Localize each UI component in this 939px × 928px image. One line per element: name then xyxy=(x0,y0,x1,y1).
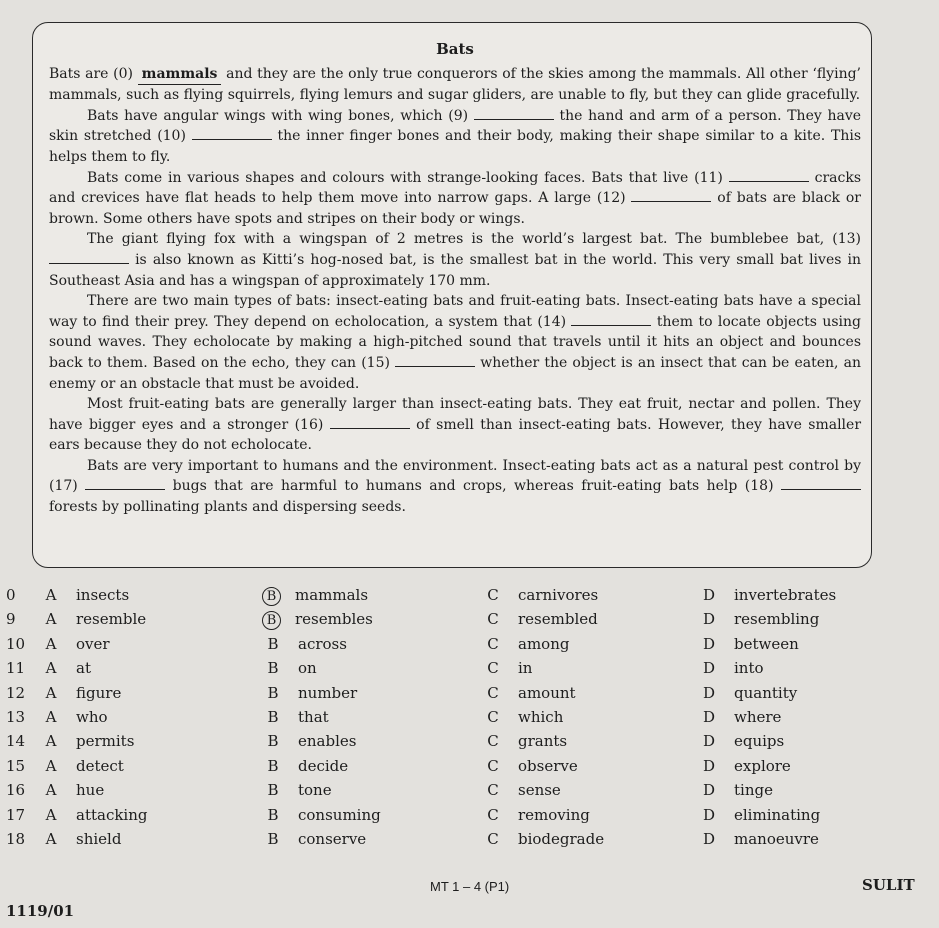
option-c[interactable] xyxy=(482,586,598,604)
option-d[interactable] xyxy=(698,757,791,775)
option-text: amount xyxy=(518,683,576,702)
option-letter: C xyxy=(487,634,499,653)
blank-10[interactable] xyxy=(192,127,272,140)
option-c[interactable] xyxy=(482,757,578,775)
option-letter: D xyxy=(702,781,716,800)
option-text: attacking xyxy=(76,805,148,824)
option-text: permits xyxy=(76,732,135,751)
option-letter: B xyxy=(267,830,279,848)
option-text: detect xyxy=(76,756,124,775)
option-letter: A xyxy=(45,708,57,726)
option-row xyxy=(0,684,939,706)
option-row xyxy=(0,732,939,754)
text-segment: bugs that are harmful to humans and crops, whereas fruit-eating bats help (18) xyxy=(165,478,774,495)
text-segment: Most fruit-eating bats are generally larger than insect-eating bats. They eat fruit, nectar and pollen. They have bigger eyes and a stronger (16) xyxy=(49,396,861,433)
option-text: that xyxy=(298,708,329,726)
option-letter: C xyxy=(487,732,499,751)
option-letter: D xyxy=(702,708,716,726)
option-text: resemble xyxy=(76,610,147,629)
option-row xyxy=(0,781,939,803)
option-text: grants xyxy=(518,732,568,751)
option-c[interactable] xyxy=(482,806,590,824)
text-segment: Bats are (0) xyxy=(49,65,133,82)
blank-18[interactable] xyxy=(781,477,861,490)
text-segment: and they are the only true conquerors of the skies among the mammals. All other ‘flying’ mammals, such as flying squirrels, flying lemurs and sugar gliders, are unable to fly, but they can glide gracefully. xyxy=(49,65,861,104)
option-c[interactable] xyxy=(482,830,604,848)
option-row xyxy=(0,708,939,730)
question-number: 13 xyxy=(6,708,26,726)
option-row xyxy=(0,610,939,632)
option-letter: A xyxy=(45,659,57,678)
option-b[interactable] xyxy=(262,830,366,848)
option-d[interactable] xyxy=(698,732,784,750)
option-text: between xyxy=(734,634,799,653)
option-letter: A xyxy=(45,756,57,775)
option-letter: A xyxy=(45,634,57,653)
option-text: enables xyxy=(298,732,357,751)
option-d[interactable] xyxy=(698,610,819,628)
text-segment: Bats have angular wings with wing bones, which (9) xyxy=(87,107,469,124)
option-row xyxy=(0,635,939,657)
option-letter: A xyxy=(45,610,57,629)
option-text: conserve xyxy=(298,830,367,848)
paragraph-1 xyxy=(49,64,861,106)
blank-13[interactable] xyxy=(49,251,129,264)
option-a[interactable] xyxy=(40,610,146,628)
option-d[interactable] xyxy=(698,806,820,824)
paragraph-3 xyxy=(49,168,861,230)
option-a[interactable] xyxy=(40,635,110,653)
option-letter: B xyxy=(267,659,279,678)
sulit-label: SULIT xyxy=(862,876,915,894)
option-letter: B xyxy=(267,634,279,653)
question-number: 11 xyxy=(6,659,26,678)
option-letter: C xyxy=(487,708,499,726)
option-letter: C xyxy=(487,830,499,848)
text-segment: forests by pollinating plants and dispersing seeds. xyxy=(49,499,406,516)
option-c[interactable] xyxy=(482,635,569,653)
option-a[interactable] xyxy=(40,586,129,604)
circled-option-letter: B xyxy=(262,611,281,630)
option-letter: C xyxy=(487,610,499,629)
option-row xyxy=(0,806,939,828)
option-letter: D xyxy=(702,659,716,678)
option-letter: D xyxy=(702,805,716,824)
option-letter: B xyxy=(267,732,279,751)
option-text: carnivores xyxy=(518,586,599,604)
option-letter: D xyxy=(702,732,716,751)
option-text: manoeuvre xyxy=(734,830,819,848)
option-letter: C xyxy=(487,586,499,604)
option-text: where xyxy=(734,708,782,726)
text-segment: the hand and arm of a person. They have skin stretched (10) xyxy=(49,107,862,145)
option-text: which xyxy=(518,708,564,726)
option-a[interactable] xyxy=(40,781,104,799)
option-b[interactable] xyxy=(262,806,381,824)
option-text: tinge xyxy=(734,781,773,800)
option-letter: A xyxy=(45,683,57,702)
option-text: tone xyxy=(298,781,332,800)
option-row xyxy=(0,659,939,681)
option-b[interactable] xyxy=(262,757,348,775)
option-d[interactable] xyxy=(698,684,797,702)
blank-14[interactable] xyxy=(571,313,651,326)
option-letter: B xyxy=(267,781,279,800)
option-c[interactable] xyxy=(482,610,598,628)
option-c[interactable] xyxy=(482,732,567,750)
option-text: figure xyxy=(76,683,122,702)
paragraph-6 xyxy=(49,394,861,456)
option-b[interactable] xyxy=(262,610,373,630)
option-d[interactable] xyxy=(698,586,836,604)
blank-15[interactable] xyxy=(395,354,475,367)
option-d[interactable] xyxy=(698,830,819,848)
option-letter: C xyxy=(487,659,499,678)
text-segment: of smell than insect-eating bats. However, they have smaller ears because they do not echolocate. xyxy=(49,416,862,454)
option-letter: D xyxy=(702,830,716,848)
text-segment: Bats are very important to humans and the environment. Insect-eating bats act as a natural pest control by (17) xyxy=(49,457,861,495)
text-segment: is also known as Kitti’s hog-nosed bat, is the smallest bat in the world. This very small bat lives in Southeast Asia and has a wingspan of approximately 170 mm. xyxy=(49,251,861,289)
option-a[interactable] xyxy=(40,732,134,750)
question-number: 12 xyxy=(6,683,26,702)
question-number: 16 xyxy=(6,781,26,800)
option-text: decide xyxy=(298,756,349,775)
question-number: 14 xyxy=(6,732,26,751)
option-c[interactable] xyxy=(482,659,532,677)
option-letter: B xyxy=(267,683,279,702)
option-b[interactable] xyxy=(262,781,332,799)
option-letter: A xyxy=(45,781,57,800)
option-b[interactable] xyxy=(262,708,329,726)
text-segment: The giant flying fox with a wingspan of 2 metres is the world’s largest bat. The bumblebee bat, (13) xyxy=(87,231,861,248)
option-text: across xyxy=(298,634,347,653)
blank-12[interactable] xyxy=(631,189,711,202)
paper-id: 1119/01 xyxy=(6,902,75,920)
page-code: MT 1 – 4 (P1) xyxy=(430,879,510,894)
text-segment: whether the object is an insect that can be eaten, an enemy or an obstacle that must be avoided. xyxy=(49,354,861,392)
paragraph-4 xyxy=(49,229,861,291)
text-segment: the inner finger bones and their body, making their shape similar to a kite. This helps them to fly. xyxy=(49,128,862,165)
option-text: over xyxy=(76,634,110,653)
paragraph-2 xyxy=(49,106,861,168)
option-a[interactable] xyxy=(40,684,121,702)
paragraph-5 xyxy=(49,291,861,394)
option-b[interactable] xyxy=(262,684,357,702)
text-segment: There are two main types of bats: insect-eating bats and fruit-eating bats. Insect-eating bats have a special way to find their prey. They depend on echolocation, a system that (14) xyxy=(49,293,861,330)
option-letter: B xyxy=(267,756,279,775)
option-letter: D xyxy=(702,586,716,604)
question-number: 9 xyxy=(6,610,16,629)
text-segment: them to locate objects using sound waves. They echolocate by making a high-pitched sound that travels until it hits an object and bounces back to them. Based on the echo, they can (15) xyxy=(49,313,861,371)
option-text: in xyxy=(518,659,533,678)
paragraph-7 xyxy=(49,456,861,518)
option-b[interactable] xyxy=(262,732,356,750)
option-row xyxy=(0,830,939,852)
option-b[interactable] xyxy=(262,635,347,653)
passage-title: Bats xyxy=(436,40,474,58)
circled-option-letter: B xyxy=(262,587,281,606)
option-text: on xyxy=(298,659,317,678)
option-letter: D xyxy=(702,634,716,653)
option-a[interactable] xyxy=(40,757,124,775)
option-b[interactable] xyxy=(262,586,368,606)
option-text: at xyxy=(76,659,91,678)
option-text: sense xyxy=(518,781,561,800)
option-letter: B xyxy=(267,708,279,726)
option-letter: D xyxy=(702,610,716,629)
option-text: mammals xyxy=(295,586,369,604)
option-letter: C xyxy=(487,683,499,702)
option-b[interactable] xyxy=(262,659,317,677)
question-number: 18 xyxy=(6,830,26,848)
blank-16[interactable] xyxy=(330,416,410,429)
blank-9[interactable] xyxy=(474,107,554,120)
option-text: eliminating xyxy=(734,805,821,824)
option-text: hue xyxy=(76,781,105,800)
option-letter: C xyxy=(487,805,499,824)
example-answer: mammals xyxy=(138,64,222,86)
option-text: shield xyxy=(76,830,122,848)
option-text: consuming xyxy=(298,805,381,824)
question-number: 17 xyxy=(6,805,26,824)
option-text: insects xyxy=(76,586,130,604)
option-c[interactable] xyxy=(482,781,561,799)
option-a[interactable] xyxy=(40,708,108,726)
option-text: resembles xyxy=(295,610,373,629)
option-text: among xyxy=(518,634,570,653)
option-text: observe xyxy=(518,756,578,775)
option-d[interactable] xyxy=(698,659,764,677)
option-text: removing xyxy=(518,805,590,824)
option-a[interactable] xyxy=(40,806,148,824)
question-number: 15 xyxy=(6,756,26,775)
option-letter: A xyxy=(45,805,57,824)
option-d[interactable] xyxy=(698,635,799,653)
option-text: into xyxy=(734,659,764,678)
option-row xyxy=(0,586,939,608)
option-text: invertebrates xyxy=(734,586,837,604)
option-text: number xyxy=(298,683,358,702)
option-row xyxy=(0,757,939,779)
option-text: equips xyxy=(734,732,785,751)
option-a[interactable] xyxy=(40,659,91,677)
option-text: resembled xyxy=(518,610,598,629)
blank-17[interactable] xyxy=(85,477,165,490)
option-letter: C xyxy=(487,781,499,800)
option-text: resembling xyxy=(734,610,820,629)
option-text: quantity xyxy=(734,683,798,702)
question-number: 0 xyxy=(6,586,16,604)
option-d[interactable] xyxy=(698,708,781,726)
option-c[interactable] xyxy=(482,708,563,726)
option-a[interactable] xyxy=(40,830,121,848)
option-letter: A xyxy=(45,586,57,604)
option-letter: C xyxy=(487,756,499,775)
option-letter: A xyxy=(45,732,57,751)
option-letter: D xyxy=(702,683,716,702)
option-text: explore xyxy=(734,756,791,775)
option-d[interactable] xyxy=(698,781,773,799)
option-text: biodegrade xyxy=(518,830,605,848)
option-letter: A xyxy=(45,830,57,848)
text-segment: cracks and crevices have flat heads to help them move into narrow gaps. A large (12) xyxy=(49,169,862,207)
question-number: 10 xyxy=(6,634,26,653)
option-c[interactable] xyxy=(482,684,576,702)
option-text: who xyxy=(76,708,108,726)
option-letter: D xyxy=(702,756,716,775)
option-letter: B xyxy=(267,805,279,824)
blank-11[interactable] xyxy=(729,169,809,182)
text-segment: Bats come in various shapes and colours with strange-looking faces. Bats that live (11) xyxy=(87,169,723,186)
passage-box xyxy=(32,22,872,568)
text-segment: of bats are black or brown. Some others have spots and stripes on their body or wings. xyxy=(49,190,861,227)
